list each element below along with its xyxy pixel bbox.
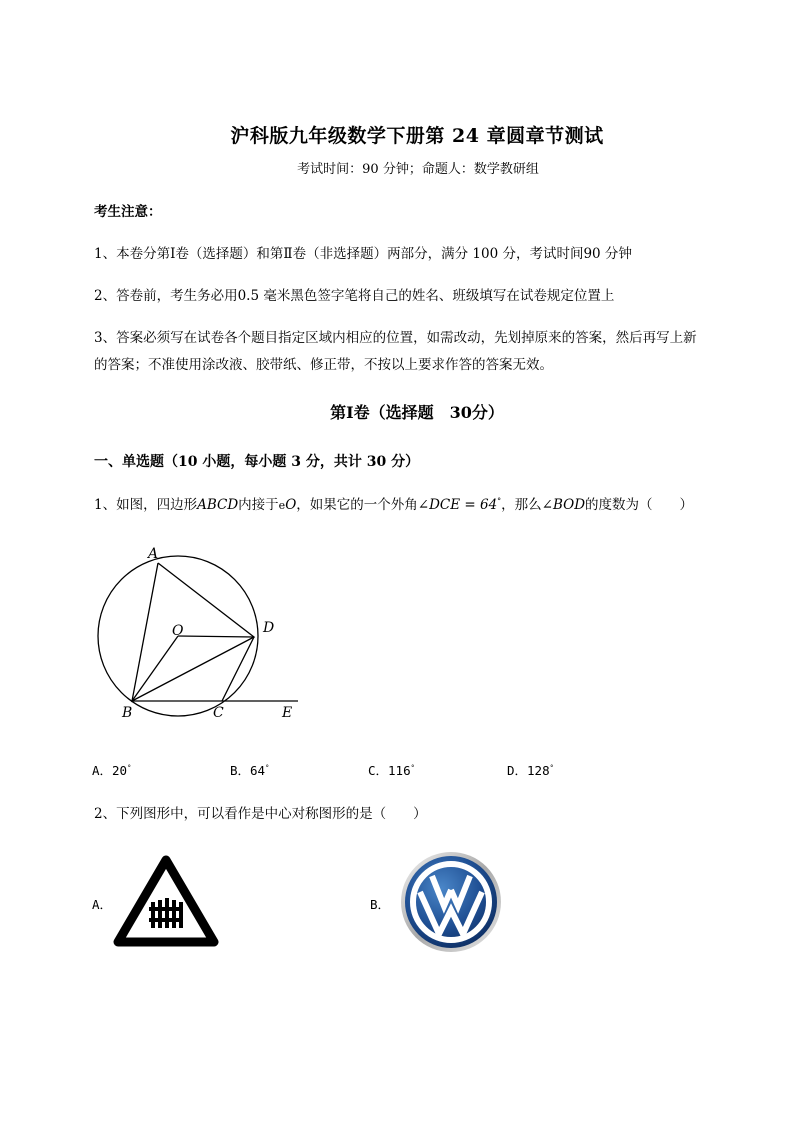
- q1-angle-bod: ∠BOD: [541, 497, 586, 513]
- segment-ob: [132, 636, 178, 701]
- section-title: 第Ⅰ卷（选择题 30分）: [330, 403, 504, 422]
- label-c: C: [213, 705, 224, 721]
- option-label: C．: [368, 763, 389, 778]
- degree-mark: °: [497, 496, 502, 506]
- q1-option-b[interactable]: [230, 761, 269, 779]
- q1-prefix: 1、如图，四边形: [94, 497, 198, 513]
- q1-option-d[interactable]: [507, 761, 554, 779]
- q1-mid1: 内接于: [238, 497, 279, 513]
- option-value: 20: [112, 763, 128, 778]
- degree-mark: °: [549, 763, 554, 772]
- option-label: D．: [507, 763, 528, 778]
- exam-subtitle: 考试时间：90 分钟；命题人：数学教研组: [297, 162, 539, 177]
- part-heading: 一、单选题（10 小题，每小题 3 分，共计 30 分）: [94, 454, 420, 470]
- circle-geometry-figure: [88, 538, 308, 728]
- notice-item-2: 2、答卷前，考生务必用0.5 毫米黑色签字笔将自己的姓名、班级填写在试卷规定位置上: [94, 288, 615, 304]
- question-2: 2、下列图形中，可以看作是中心对称图形的是（ ）: [94, 806, 427, 822]
- q1-option-a[interactable]: [92, 761, 131, 779]
- option-label: A．: [92, 763, 113, 778]
- label-o: O: [172, 623, 184, 639]
- option-value: 64: [250, 763, 266, 778]
- q1-mid3: ，那么: [501, 497, 542, 513]
- q1-center: O: [285, 497, 297, 513]
- railway-crossing-sign-icon[interactable]: [112, 854, 220, 950]
- notice-heading: 考生注意：: [94, 204, 162, 220]
- label-d: D: [263, 620, 275, 636]
- degree-mark: °: [410, 763, 415, 772]
- triangle-abd: [132, 563, 254, 701]
- q2-option-b-label[interactable]: B．: [370, 897, 391, 912]
- option-value: 116: [388, 763, 411, 778]
- degree-mark: °: [265, 763, 270, 772]
- vw-logo-icon[interactable]: [396, 850, 506, 954]
- question-1: [94, 493, 693, 513]
- option-value: 128: [527, 763, 550, 778]
- q1-angle-dce: ∠DCE = 64: [417, 497, 498, 513]
- label-e: E: [282, 705, 293, 721]
- label-b: B: [122, 705, 133, 721]
- q1-quad: ABCD: [197, 497, 239, 513]
- degree-mark: °: [127, 763, 132, 772]
- q1-option-c[interactable]: [368, 761, 415, 779]
- q1-suffix: 的度数为（ ）: [585, 497, 694, 513]
- q2-option-a-label[interactable]: A．: [92, 897, 113, 912]
- segment-od: [178, 636, 254, 637]
- option-label: B．: [230, 763, 251, 778]
- q1-mid2: ，如果它的一个外角: [296, 497, 418, 513]
- notice-item-3-line-2: 的答案；不准使用涂改液、胶带纸、修正带，不按以上要求作答的答案无效。: [94, 357, 553, 373]
- label-a: A: [148, 546, 159, 562]
- notice-item-3-line-1: 3、答案必须写在试卷各个题目指定区域内相应的位置，如需改动，先划掉原来的答案，然后再写上新: [94, 330, 697, 346]
- segment-dc: [222, 637, 254, 701]
- notice-item-1: 1、本卷分第Ⅰ卷（选择题）和第Ⅱ卷（非选择题）两部分，满分 100 分，考试时间90 分钟: [94, 246, 632, 262]
- page-title: 沪科版九年级数学下册第 24 章圆章节测试: [230, 125, 604, 147]
- q1-circle-symbol: e: [278, 499, 286, 512]
